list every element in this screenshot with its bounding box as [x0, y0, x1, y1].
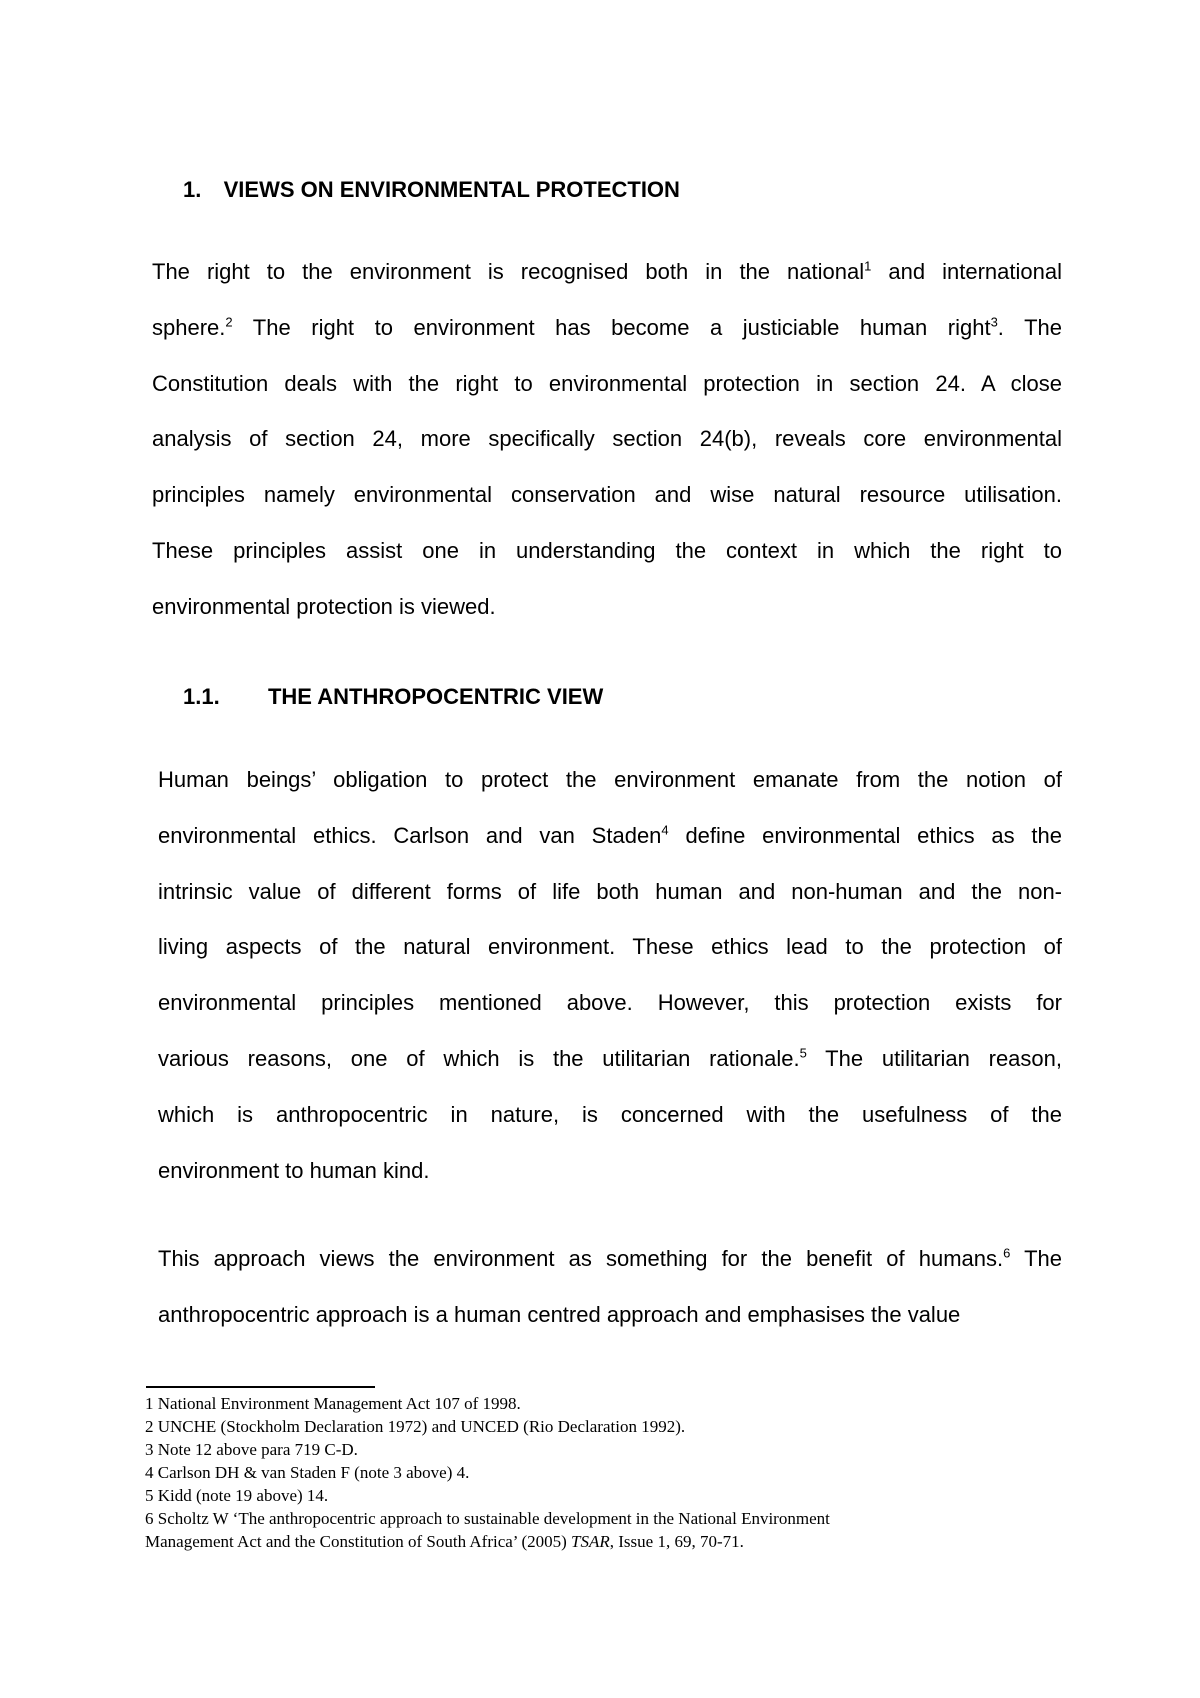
text-run: various reasons, one of which is the utilitarian rationale.: [158, 1045, 800, 1071]
text-run: environment to human kind.: [158, 1157, 430, 1183]
footnote-number: 2: [145, 1417, 154, 1436]
footnote-item: [145, 1484, 1065, 1507]
text-run: define environmental ethics as the: [668, 822, 1062, 848]
footnote-item: [145, 1461, 1065, 1484]
text-line: [152, 467, 1062, 523]
text-run: The right to the environment is recognised both in the national: [152, 259, 865, 284]
section11-paragraph-2: [158, 1231, 1062, 1343]
footnote-number: 1: [145, 1394, 154, 1413]
text-run: sphere.: [152, 314, 226, 340]
footnote-item: [145, 1438, 1065, 1461]
footnote-text: Management Act and the Constitution of South Africa’ (2005): [145, 1532, 572, 1551]
text-line: [152, 411, 1062, 467]
section-title: VIEWS ON ENVIRONMENTAL PROTECTION: [223, 177, 680, 202]
text-run: intrinsic value of different forms of life both human and non-human and the non-: [158, 878, 1062, 904]
text-run: environmental principles mentioned above. However, this protection exists for: [158, 990, 1062, 1016]
footnote-number: 4: [145, 1463, 154, 1482]
text-line: [158, 864, 1062, 920]
footnote-text: UNCHE (Stockholm Declaration 1972) and UNCED (Rio Declaration 1992).: [153, 1417, 686, 1436]
footnote-reference[interactable]: 3: [990, 314, 998, 330]
footnote-reference[interactable]: 1: [864, 258, 872, 274]
text-run: living aspects of the natural environment. These ethics lead to the protection of: [158, 934, 1062, 960]
text-run: This approach views the environment as something for the benefit of humans.: [158, 1246, 1004, 1271]
footnote-item: [145, 1507, 1065, 1530]
text-run: which is anthropocentric in nature, is concerned with the usefulness of the: [158, 1101, 1062, 1127]
text-line: [152, 523, 1062, 579]
footnote-number: 3: [145, 1440, 154, 1459]
footnote-item: [145, 1415, 1065, 1438]
footnote-reference[interactable]: 5: [799, 1045, 807, 1061]
section-number: 1.: [183, 177, 202, 202]
footnote-item: [145, 1392, 1065, 1415]
text-line: [152, 300, 1062, 356]
footnote-text: Note 12 above para 719 C-D.: [153, 1440, 358, 1459]
text-line: [152, 244, 1062, 300]
footnotes: [145, 1392, 1065, 1553]
text-line: [158, 975, 1062, 1031]
text-line: [158, 808, 1062, 864]
footnote-text: Kidd (note 19 above) 14.: [153, 1486, 329, 1505]
text-run: Human beings’ obligation to protect the environment emanate from the notion of: [158, 767, 1062, 792]
text-run: and international: [871, 259, 1062, 284]
text-run: environmental protection is viewed.: [152, 593, 496, 619]
text-run: anthropocentric approach is a human centred approach and emphasises the value: [158, 1301, 961, 1327]
footnote-text: , Issue 1, 69, 70-71.: [609, 1532, 744, 1551]
subsection-number: 1.1.: [183, 684, 220, 709]
subsection-title: THE ANTHROPOCENTRIC VIEW: [267, 684, 604, 709]
text-run: Constitution deals with the right to environmental protection in section 24. A close: [152, 370, 1062, 396]
text-line: [158, 1087, 1062, 1143]
text-line: [152, 356, 1062, 412]
text-line: [158, 752, 1062, 808]
text-line: [158, 1287, 1062, 1343]
text-run: analysis of section 24, more specifically section 24(b), reveals core environmental: [152, 426, 1062, 452]
text-run: The right to environment has become a justiciable human right: [232, 314, 991, 340]
text-run: The: [1010, 1246, 1062, 1271]
footnote-reference[interactable]: 4: [661, 822, 669, 838]
text-run: principles namely environmental conservation and wise natural resource utilisation.: [152, 482, 1062, 508]
text-run: These principles assist one in understanding the context in which the right to: [152, 537, 1062, 563]
footnote-continuation: [145, 1530, 1065, 1553]
text-run: environmental ethics. Carlson and van Staden: [158, 822, 662, 848]
text-line: [158, 1231, 1062, 1287]
footnote-number: 6: [145, 1509, 154, 1528]
journal-name: TSAR: [571, 1532, 610, 1551]
text-line: [158, 919, 1062, 975]
footnote-text: Carlson DH & van Staden F (note 3 above) 4.: [153, 1463, 470, 1482]
footnote-reference[interactable]: 6: [1003, 1245, 1011, 1261]
footnote-reference[interactable]: 2: [225, 314, 233, 330]
section-heading-1: [183, 177, 680, 203]
text-run: The utilitarian reason,: [806, 1045, 1062, 1071]
section-heading-1-1: [183, 684, 603, 710]
footnote-text: Scholtz W ‘The anthropocentric approach to sustainable development in the National Environment: [153, 1509, 830, 1528]
footnote-number: 5: [145, 1486, 154, 1505]
text-line: [158, 1143, 1062, 1199]
text-line: [158, 1031, 1062, 1087]
text-line: [152, 579, 1062, 635]
section1-paragraph: [152, 244, 1062, 635]
footnote-text: National Environment Management Act 107 of 1998.: [153, 1394, 521, 1413]
section11-paragraph-1: [158, 752, 1062, 1198]
text-run: . The: [997, 314, 1062, 340]
footnote-separator: [146, 1386, 375, 1388]
